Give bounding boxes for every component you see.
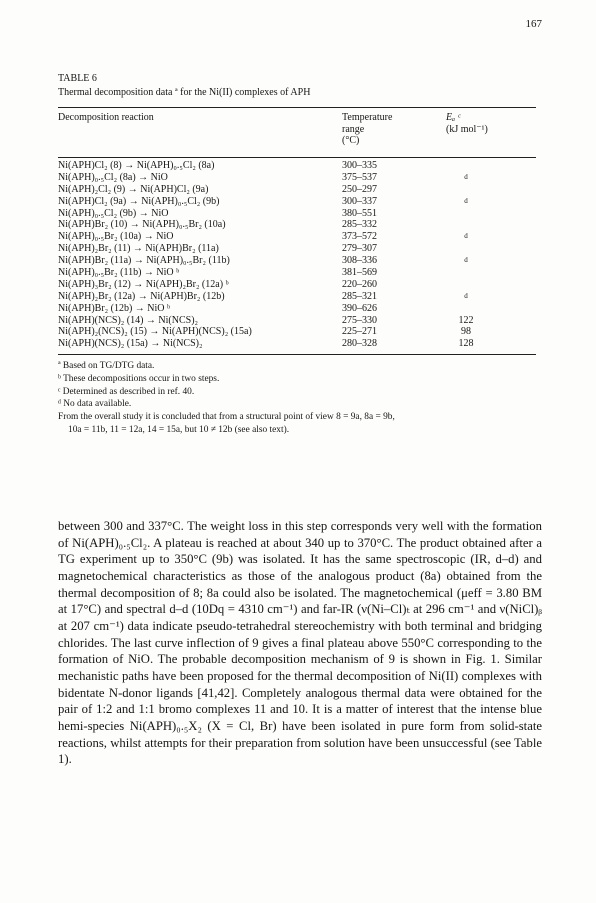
ea-cell: 98 xyxy=(461,326,471,338)
header-temperature-line3: (°C) xyxy=(342,135,360,146)
table-footnotes xyxy=(58,360,542,437)
temperature-cell: 279–307 xyxy=(342,243,377,255)
temperature-cell: 375–537 xyxy=(342,171,377,183)
ea-cell: d xyxy=(464,172,468,181)
reaction-cell: Ni(APH)₃Br₂ (12) → Ni(APH)₂Br₂ (12a) ᵇ xyxy=(58,278,229,290)
ea-cell: 128 xyxy=(458,338,474,350)
reaction-cell: Ni(APH)₂(NCS)₂ (15) → Ni(APH)(NCS)₂ (15a) xyxy=(58,326,252,338)
body-paragraph-text: between 300 and 337°C. The weight loss in this step corresponds very well with the formation of Ni(APH)₀.₅Cl₂. A plateau is reached at about 340 up to 370°C. The product obtained after a TG experiment up to 350°C (9b) was isolated. It has the same spectroscopic (IR, d–d) and magnetochemical characteristics as those of the analogous product (8a) obtained from the thermal decomposition of 8; 8a could also be isolated. The magnetochemical (μeff = 3.80 BM at 17°C) and spectral d–d (10Dq = 4310 cm⁻¹) and far-IR (ν(Ni–Cl)ₜ at 296 cm⁻¹ and ν(NiCl)ᵦ at 207 cm⁻¹) data indicate pseudo-tetrahedral stereochemistry with both terminal and bridging chlorides. The last curve inflection of 9 gives a final plateau above 550°C corresponding to the formation of NiO. The probable decomposition mechanism of 9 is shown in Fig. 1. Similar mechanistic paths have been proposed for the thermal decomposition of Ni(II) complexes with bidentate N-donor ligands [41,42]. Completely analogous thermal data were obtained for the pair of 1:2 and 1:1 bromo complexes 11 and 10. It is a matter of interest that the intense blue hemi-species Ni(APH)₀.₅X₂ (X = Cl, Br) have been isolated in pure form from solid-state reactions, whilst attempts for their preparation from solution have been unsuccessful (see Table 1). xyxy=(58,519,542,767)
temperature-cell: 308–336 xyxy=(342,255,377,267)
header-ea-line2: (kJ mol⁻¹) xyxy=(446,123,488,135)
page-number: 167 xyxy=(525,18,542,30)
temperature-cell: 285–321 xyxy=(342,290,377,302)
reaction-cell: Ni(APH)Br₂ (11a) → Ni(APH)₀.₅Br₂ (11b) xyxy=(58,255,230,267)
header-temperature-line1: Temperature xyxy=(342,112,393,123)
footnote-b: ᵇ These decompositions occur in two steps. xyxy=(58,373,220,384)
ea-cell: 122 xyxy=(458,314,474,326)
table-row xyxy=(58,315,536,327)
reaction-cell: Ni(APH)Br₂ (12b) → NiO ᵇ xyxy=(58,302,171,314)
reaction-cell: Ni(APH)₀.₅Cl₂ (8a) → NiO xyxy=(58,171,168,183)
table-row xyxy=(58,338,536,350)
temperature-cell: 285–332 xyxy=(342,219,377,231)
table-row xyxy=(58,208,536,220)
footnote-a: ª Based on TG/DTG data. xyxy=(58,361,155,371)
temperature-cell: 250–297 xyxy=(342,183,377,195)
temperature-cell: 373–572 xyxy=(342,231,377,243)
table-row xyxy=(58,279,536,291)
table-caption: Thermal decomposition data ª for the Ni(II) complexes of APH xyxy=(58,87,311,98)
table-row xyxy=(58,255,536,267)
table-conclusion-line2: 10a = 11b, 11 = 12a, 14 = 15a, but 10 ≠ 12b (see also text). xyxy=(68,424,290,435)
reaction-cell: Ni(APH)(NCS)₂ (14) → Ni(NCS)₂ xyxy=(58,314,199,326)
table-row xyxy=(58,243,536,255)
table-row xyxy=(58,184,536,196)
reaction-cell: Ni(APH)₂Br₂ (11) → Ni(APH)Br₂ (11a) xyxy=(58,243,219,255)
temperature-cell: 300–335 xyxy=(342,160,377,171)
reaction-cell: Ni(APH)Br₂ (10) → Ni(APH)₀.₅Br₂ (10a) xyxy=(58,219,226,231)
table-header-rule xyxy=(58,157,536,158)
temperature-cell: 300–337 xyxy=(342,195,377,207)
header-reaction: Decomposition reaction xyxy=(58,112,154,123)
table-caption-block xyxy=(58,72,538,100)
header-ea-line1: Eₐ ᶜ xyxy=(446,112,461,123)
table-row xyxy=(58,172,536,184)
table-row xyxy=(58,267,536,279)
table-body xyxy=(58,160,536,350)
reaction-cell: Ni(APH)Cl₂ (9a) → Ni(APH)₀.₅Cl₂ (9b) xyxy=(58,195,220,207)
table-bottom-rule xyxy=(58,354,536,355)
table-row xyxy=(58,196,536,208)
reaction-cell: Ni(APH)₂Br₂ (12a) → Ni(APH)Br₂ (12b) xyxy=(58,290,225,302)
table-row xyxy=(58,326,536,338)
temperature-cell: 390–626 xyxy=(342,302,377,314)
table-row xyxy=(58,219,536,231)
temperature-cell: 381–569 xyxy=(342,267,377,279)
header-temperature xyxy=(342,112,392,147)
table-top-rule xyxy=(58,107,536,108)
temperature-cell: 280–328 xyxy=(342,338,377,350)
header-temperature-line2: range xyxy=(342,123,365,135)
temperature-cell: 220–260 xyxy=(342,278,377,290)
reaction-cell: Ni(APH)Cl₂ (8) → Ni(APH)₀.₅Cl₂ (8a) xyxy=(58,160,215,171)
reaction-cell: Ni(APH)(NCS)₂ (15a) → Ni(NCS)₂ xyxy=(58,338,203,350)
body-paragraph xyxy=(58,518,542,768)
table-row xyxy=(58,231,536,243)
ea-cell: d xyxy=(464,256,468,265)
header-activation-energy xyxy=(446,112,488,135)
table-row xyxy=(58,303,536,315)
temperature-cell: 225–271 xyxy=(342,326,377,338)
temperature-cell: 380–551 xyxy=(342,207,377,219)
ea-cell: d xyxy=(464,232,468,241)
ea-cell: d xyxy=(464,291,468,300)
reaction-cell: Ni(APH)₀.₅Br₂ (11b) → NiO ᵇ xyxy=(58,267,180,279)
ea-cell: d xyxy=(464,196,468,205)
table-label: TABLE 6 xyxy=(58,73,97,84)
reaction-cell: Ni(APH)₂Cl₂ (9) → Ni(APH)Cl₂ (9a) xyxy=(58,183,209,195)
table-row xyxy=(58,291,536,303)
footnote-c: ᶜ Determined as described in ref. 40. xyxy=(58,386,195,397)
table-conclusion-line1: From the overall study it is concluded that from a structural point of view 8 = 9a, 8a = 9b, xyxy=(58,412,395,423)
table-row xyxy=(58,160,536,172)
footnote-d: ᵈ No data available. xyxy=(58,399,132,410)
reaction-cell: Ni(APH)₀.₅Br₂ (10a) → NiO xyxy=(58,231,174,243)
reaction-cell: Ni(APH)₀.₅Cl₂ (9b) → NiO xyxy=(58,207,169,219)
temperature-cell: 275–330 xyxy=(342,314,377,326)
